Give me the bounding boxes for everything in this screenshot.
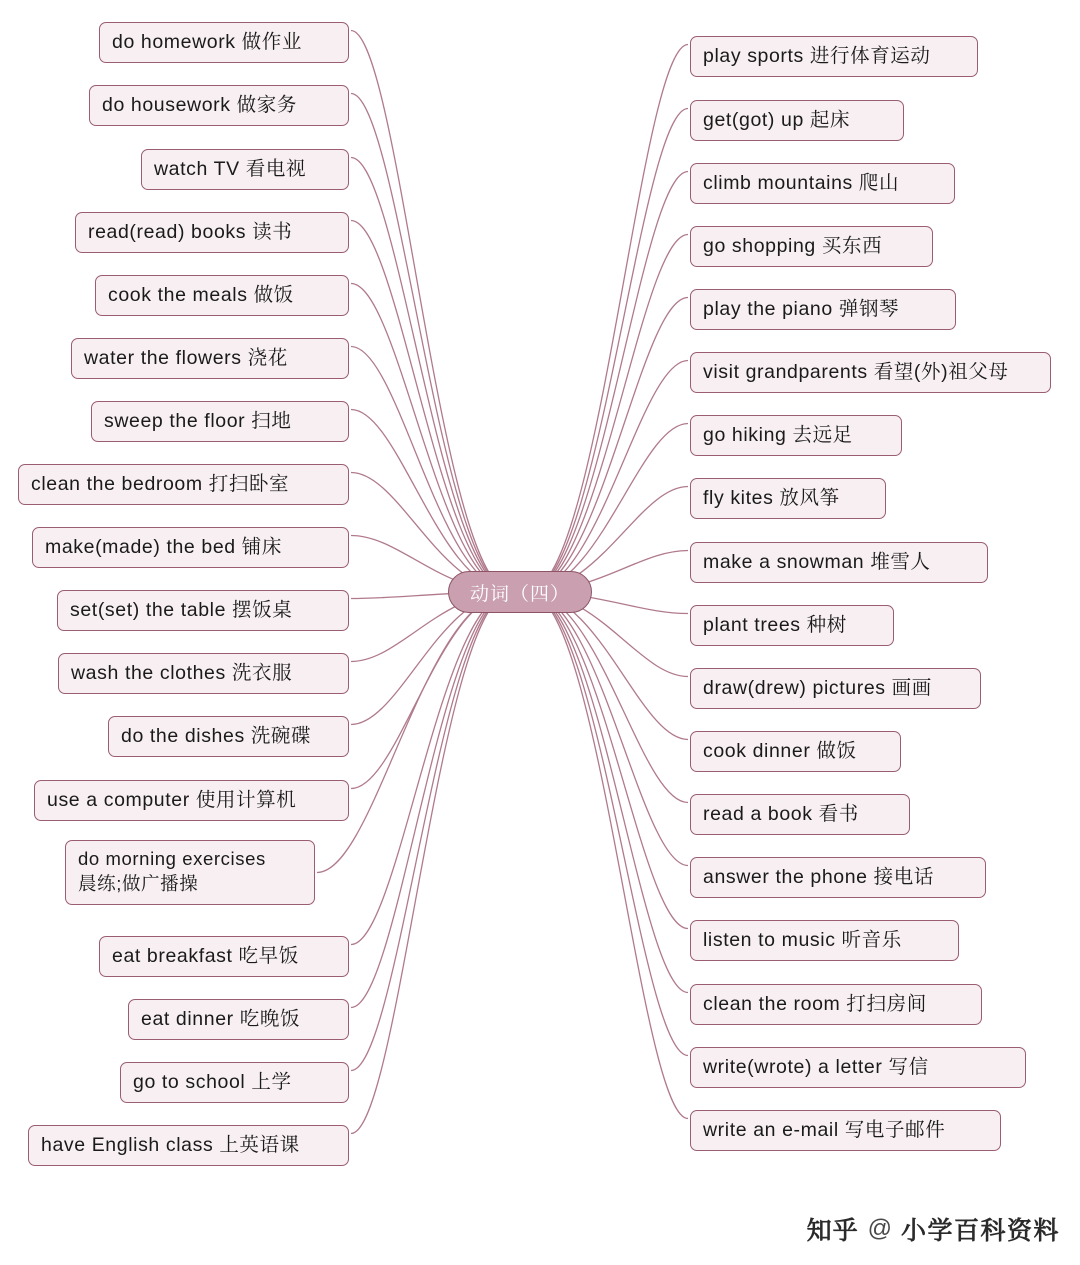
right-branch-node[interactable]: get(got) up 起床 — [690, 100, 904, 141]
left-branch-node[interactable]: water the flowers 浇花 — [71, 338, 349, 379]
right-branch-node[interactable]: climb mountains 爬山 — [690, 163, 955, 204]
at-symbol-icon: @ — [867, 1215, 892, 1242]
right-branch-node[interactable]: draw(drew) pictures 画画 — [690, 668, 981, 709]
right-branch-node[interactable]: play the piano 弹钢琴 — [690, 289, 956, 330]
node-label: do morning exercises 晨练;做广播操 — [78, 848, 266, 894]
right-branch-node[interactable]: read a book 看书 — [690, 794, 910, 835]
right-branch-node[interactable]: write(wrote) a letter 写信 — [690, 1047, 1026, 1088]
left-branch-node[interactable]: have English class 上英语课 — [28, 1125, 349, 1166]
left-branch-node[interactable]: do homework 做作业 — [99, 22, 349, 63]
right-branch-node[interactable]: go hiking 去远足 — [690, 415, 902, 456]
left-branch-node[interactable]: make(made) the bed 铺床 — [32, 527, 349, 568]
left-branch-node[interactable]: go to school 上学 — [120, 1062, 349, 1103]
left-branch-node[interactable]: watch TV 看电视 — [141, 149, 349, 190]
right-branch-node[interactable]: fly kites 放风筝 — [690, 478, 886, 519]
left-branch-node[interactable] — [65, 840, 315, 905]
right-branch-node[interactable]: visit grandparents 看望(外)祖父母 — [690, 352, 1051, 393]
left-branch-node[interactable]: read(read) books 读书 — [75, 212, 349, 253]
right-branch-node[interactable]: play sports 进行体育运动 — [690, 36, 978, 77]
left-branch-node[interactable]: wash the clothes 洗衣服 — [58, 653, 349, 694]
right-branch-node[interactable]: cook dinner 做饭 — [690, 731, 901, 772]
left-branch-node[interactable]: eat breakfast 吃早饭 — [99, 936, 349, 977]
right-branch-node[interactable]: make a snowman 堆雪人 — [690, 542, 988, 583]
right-branch-node[interactable]: listen to music 听音乐 — [690, 920, 959, 961]
watermark — [807, 1211, 1060, 1247]
left-branch-node[interactable]: clean the bedroom 打扫卧室 — [18, 464, 349, 505]
right-branch-node[interactable]: clean the room 打扫房间 — [690, 984, 982, 1025]
right-branch-node[interactable]: write an e-mail 写电子邮件 — [690, 1110, 1001, 1151]
right-branch-node[interactable]: go shopping 买东西 — [690, 226, 933, 267]
left-branch-node[interactable]: cook the meals 做饭 — [95, 275, 349, 316]
left-branch-node[interactable]: sweep the floor 扫地 — [91, 401, 349, 442]
left-branch-node[interactable]: eat dinner 吃晚饭 — [128, 999, 349, 1040]
center-topic-node[interactable]: 动词（四） — [448, 571, 592, 613]
watermark-author-name: 小学百科资料 — [900, 1217, 1060, 1245]
left-branch-node[interactable]: use a computer 使用计算机 — [34, 780, 349, 821]
zhihu-logo-icon: 知乎 — [806, 1217, 859, 1245]
right-branch-node[interactable]: plant trees 种树 — [690, 605, 894, 646]
left-branch-node[interactable]: do the dishes 洗碗碟 — [108, 716, 349, 757]
left-branch-node[interactable]: do housework 做家务 — [89, 85, 349, 126]
right-branch-node[interactable]: answer the phone 接电话 — [690, 857, 986, 898]
left-branch-node[interactable]: set(set) the table 摆饭桌 — [57, 590, 349, 631]
